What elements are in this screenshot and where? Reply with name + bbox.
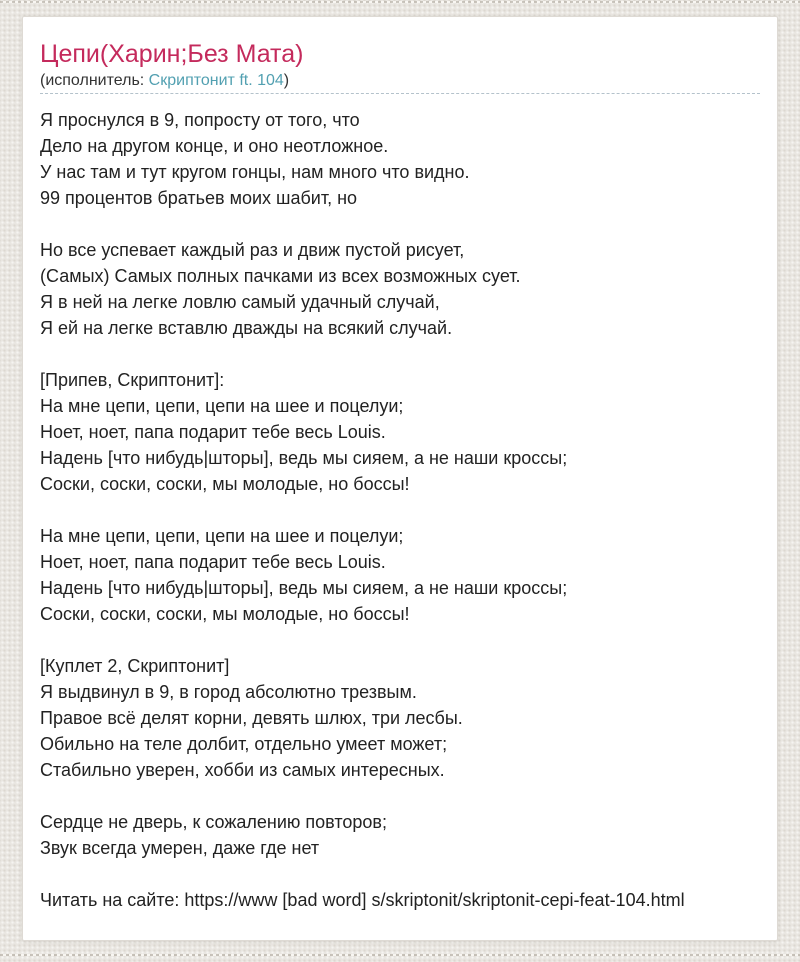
lyric-line: Стабильно уверен, хобби из самых интересных. bbox=[40, 760, 445, 780]
stanza-verse-1b bbox=[40, 237, 760, 341]
lyric-line: Соски, соски, соски, мы молодые, но боссы! bbox=[40, 474, 410, 494]
lyric-line: [Припев, Скриптонит]: bbox=[40, 370, 225, 390]
lyrics-text bbox=[40, 107, 760, 913]
lyric-line: (Самых) Самых полных пачками из всех возможных сует. bbox=[40, 266, 521, 286]
stanza-chorus-1 bbox=[40, 367, 760, 497]
lyric-line: Ноет, ноет, папа подарит тебе весь Louis. bbox=[40, 422, 386, 442]
lyric-line: Я выдвинул в 9, в город абсолютно трезвым. bbox=[40, 682, 417, 702]
stanza-verse-2 bbox=[40, 653, 760, 783]
lyric-line: Обильно на теле долбит, отдельно умеет может; bbox=[40, 734, 448, 754]
lyric-line: Сердце не дверь, к сожалению повторов; bbox=[40, 812, 387, 832]
lyric-line: У нас там и тут кругом гонцы, нам много что видно. bbox=[40, 162, 470, 182]
lyric-line: [Куплет 2, Скриптонит] bbox=[40, 656, 230, 676]
lyric-line: Я проснулся в 9, попросту от того, что bbox=[40, 110, 360, 130]
page-texture-bottom-edge bbox=[0, 954, 800, 956]
lyric-line: Надень [что нибудь|шторы], ведь мы сияем, а не наши кроссы; bbox=[40, 448, 568, 468]
lyric-line: Правое всё делят корни, девять шлюх, три лесбы. bbox=[40, 708, 463, 728]
lyric-line: Я в ней на легке ловлю самый удачный случай, bbox=[40, 292, 440, 312]
lyric-line: На мне цепи, цепи, цепи на шее и поцелуи; bbox=[40, 396, 404, 416]
lyric-line: Звук всегда умерен, даже где нет bbox=[40, 838, 320, 858]
page-texture-top-edge bbox=[0, 1, 800, 3]
song-title: Цепи(Харин;Без Мата) bbox=[40, 40, 304, 68]
stanza-chorus-2 bbox=[40, 523, 760, 627]
stanza-verse-1 bbox=[40, 107, 760, 211]
artist-label: (исполнитель: bbox=[40, 72, 149, 89]
lyric-line: На мне цепи, цепи, цепи на шее и поцелуи; bbox=[40, 526, 404, 546]
lyric-line: Дело на другом конце, и оно неотложное. bbox=[40, 136, 389, 156]
lyric-line: Ноет, ноет, папа подарит тебе весь Louis. bbox=[40, 552, 386, 572]
artist-link[interactable]: Скриптонит ft. 104 bbox=[148, 72, 284, 89]
lyric-line: 99 процентов братьев моих шабит, но bbox=[40, 188, 358, 208]
lyric-line: Соски, соски, соски, мы молодые, но боссы! bbox=[40, 604, 410, 624]
stanza-outro bbox=[40, 809, 760, 861]
lyric-line: Я ей на легке вставлю дважды на всякий случай. bbox=[40, 318, 453, 338]
source-url-line: Читать на сайте: https://www [bad word] s/skriptonit/skriptonit-cepi-feat-104.html bbox=[40, 890, 685, 910]
lyrics-card bbox=[22, 16, 778, 941]
artist-line-suffix: ) bbox=[283, 72, 290, 89]
lyric-line: Надень [что нибудь|шторы], ведь мы сияем, а не наши кроссы; bbox=[40, 578, 568, 598]
lyric-line: Но все успевает каждый раз и движ пустой рисует, bbox=[40, 240, 465, 260]
artist-line bbox=[40, 71, 760, 94]
